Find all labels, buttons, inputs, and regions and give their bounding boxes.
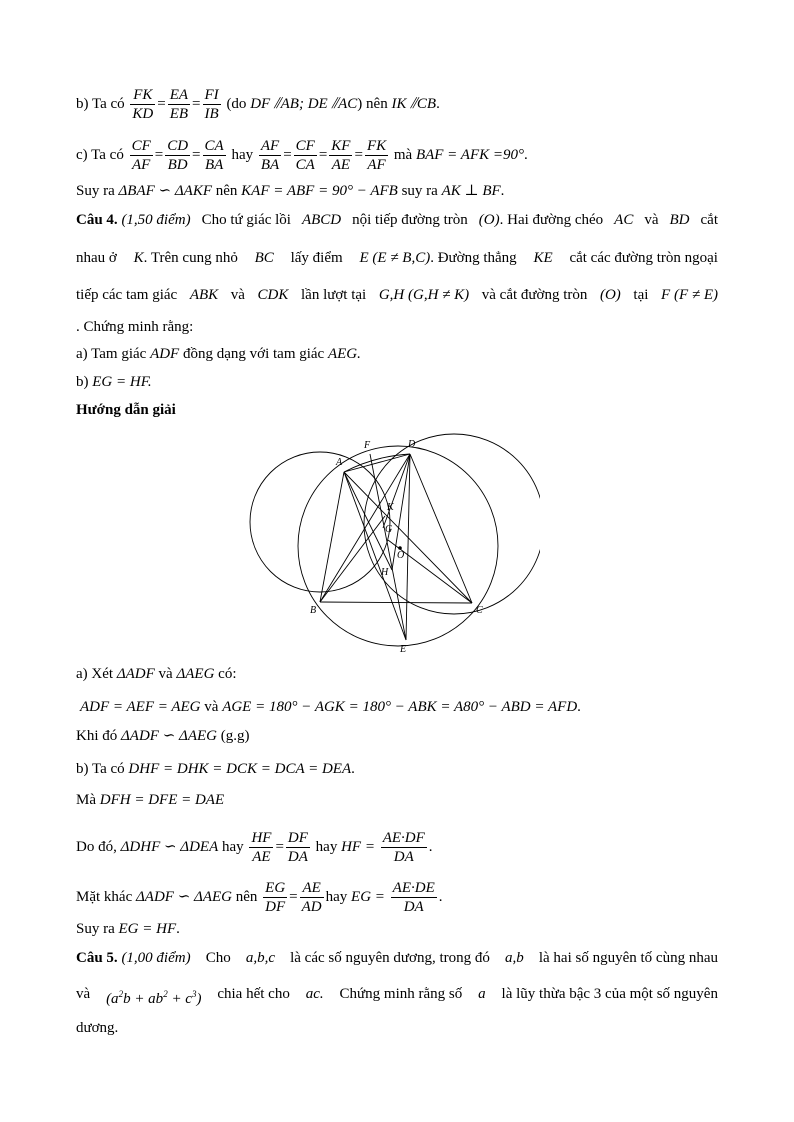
math: ΔAEG [176, 666, 215, 682]
nen-text: nên [215, 183, 238, 199]
ma-text: mà [393, 146, 413, 163]
label-a: A [336, 457, 343, 468]
sol-a-line-3 [76, 726, 250, 746]
text: . Hai đường chéo [499, 212, 604, 228]
text: và [158, 666, 173, 682]
label-k: K [387, 502, 394, 513]
label-h: H [381, 567, 389, 578]
text: và [644, 212, 659, 228]
cau5-line-1 [76, 948, 718, 968]
math: F (F ≠ E) [661, 287, 718, 303]
circle-o [298, 446, 498, 646]
lead-text: c) Ta có [76, 146, 124, 163]
fraction: $\frac{AF}{BA}$ [260, 138, 280, 173]
math: (O) [599, 287, 621, 303]
conclusion-math: IK ⫽CB [391, 95, 437, 112]
cau4-question-b [76, 372, 152, 392]
text: Cho tứ giác lồi [201, 212, 291, 228]
fraction: $\frac{CF}{AF}$ [131, 138, 151, 173]
text: . Trên cung nhỏ [143, 250, 238, 266]
fraction: $\frac{EA}{EB}$ [169, 87, 189, 122]
cau5-line-2 [76, 984, 718, 1009]
math: KE [533, 250, 553, 266]
math: DHF = DHK = DCK = DCA = DEA [128, 761, 352, 777]
math: ADF = AEF = AEG [80, 699, 201, 715]
math: EG = HF. [92, 374, 152, 390]
math: G,H (G,H ≠ K) [378, 287, 470, 303]
math: AGE = 180° − AGK = 180° − ABK = A80° − ABD = AFD [222, 699, 578, 715]
math: EG = HF [118, 921, 177, 937]
sol-a-line-2 [80, 697, 581, 717]
math: a,b [505, 950, 524, 966]
fraction: $\frac{FK}{AF}$ [366, 138, 387, 173]
math: ABCD [301, 212, 342, 228]
text: Suy ra [76, 921, 115, 937]
solution-3c-line: c) Ta có $\frac{CF}{AF}$ = $\frac{CD}{BD}$ = $\frac{CA}{BA}$ hay $\frac{AF}{BA}$ = $\frac{CF}{CA}$ = $\frac{KF}{AE}$ = $\frac{FK}{AF}$ mà BAF = AFK =90°. [76, 138, 528, 173]
math: ABK [189, 287, 219, 303]
math: ΔADF ∽ ΔAEG [121, 728, 217, 744]
fraction: $\frac{FK}{KD}$ [132, 87, 154, 122]
math: AEG. [327, 346, 361, 362]
fraction: $\frac{AE\cdot DF}{DA}$ [382, 830, 425, 865]
sol-b-line-5 [76, 919, 180, 939]
text: b) Ta có [76, 761, 125, 777]
text: hay [325, 888, 348, 905]
cau5-line-3: dương. [76, 1020, 119, 1036]
sol-b-line-2 [76, 790, 224, 810]
text: Chứng minh rằng số [339, 986, 463, 1002]
segment-dc [410, 454, 472, 603]
text: Do đó, [76, 838, 117, 855]
text: đồng dạng với tam giác [182, 346, 325, 362]
question-points: (1,50 điểm) [121, 212, 191, 228]
label-g: G [385, 524, 393, 535]
text: b) [76, 374, 89, 390]
label-f: F [364, 440, 371, 451]
cau4-line-4: . Chứng minh rằng: [76, 319, 194, 335]
text: (g.g) [220, 728, 250, 744]
text: có: [218, 666, 237, 682]
text: Cho [205, 950, 231, 966]
label-b: B [310, 605, 317, 616]
note-end: ) nên [357, 95, 388, 112]
math: ΔDHF ∽ ΔDEA [120, 838, 219, 855]
text: a) Tam giác [76, 346, 147, 362]
math: BC [254, 250, 274, 266]
sol-b-line-1 [76, 759, 355, 779]
text: và [230, 287, 245, 303]
fraction: $\frac{CF}{CA}$ [295, 138, 315, 173]
math: E (E ≠ B,C) [359, 250, 431, 266]
note-text: (do [226, 95, 247, 112]
period: . [176, 921, 180, 937]
segment-bg [320, 516, 385, 602]
math: (O) [478, 212, 500, 228]
text: hay [315, 838, 338, 855]
text: Khi đó [76, 728, 118, 744]
question-label: Câu 5. [76, 950, 118, 966]
question-points: (1,00 điểm) [121, 950, 191, 966]
parallel-condition: DF ⫽AB; DE ⫽AC [250, 95, 358, 112]
fraction: $\frac{AE\cdot DE}{DA}$ [392, 880, 435, 915]
math: ADF [150, 346, 180, 362]
math: a [478, 986, 486, 1002]
perpendicular-math: AK ⊥ BF [441, 183, 501, 199]
cau4-line-3 [76, 285, 718, 305]
sol-b-line-3: Do đó, ΔDHF ∽ ΔDEA hay $\frac{HF}{AE}$ = $\frac{DF}{DA}$ hay HF = $\frac{AE\cdot DF}{DA}$ . [76, 830, 433, 865]
period: . [500, 183, 505, 199]
fraction: $\frac{CA}{BA}$ [204, 138, 224, 173]
text: nên [235, 888, 258, 905]
suy-text: suy ra [401, 183, 438, 199]
text: cắt các đường tròn ngoại [569, 250, 718, 266]
cau4-question-a [76, 344, 361, 364]
text: là các số nguyên dương, trong đó [290, 950, 490, 966]
text: là lũy thừa bậc 3 của một số nguyên [501, 986, 718, 1002]
math: ac. [305, 986, 324, 1002]
fraction: $\frac{FI}{IB}$ [204, 87, 219, 122]
text: lấy điểm [290, 250, 343, 266]
fraction: $\frac{EG}{DF}$ [265, 880, 286, 915]
question-label: Câu 4. [76, 212, 118, 228]
label-e: E [400, 644, 407, 655]
math: AC [614, 212, 634, 228]
text: nhau ở [76, 250, 117, 266]
text: tại [633, 287, 649, 303]
math: a,b,c [245, 950, 275, 966]
similarity-math: ΔBAF ∽ ΔAKF [118, 183, 212, 199]
hay-text: hay [231, 146, 254, 163]
huong-dan-heading: Hướng dẫn giải [76, 402, 176, 418]
text: hay [222, 838, 244, 855]
text: lần lượt tại [301, 287, 367, 303]
lead-text: Suy ra [76, 183, 115, 199]
period: . [428, 838, 433, 855]
text: và cắt đường tròn [481, 287, 588, 303]
period: . [351, 761, 355, 777]
period: . [436, 95, 440, 112]
cau4-line-1 [76, 210, 718, 230]
text: Mà [76, 792, 96, 808]
label-c: C [476, 605, 483, 616]
math: K [133, 250, 144, 266]
angle-math: KAF = ABF = 90° − AFB [241, 183, 398, 199]
text: . Đường thẳng [430, 250, 517, 266]
sol-b-line-4: Mặt khác ΔADF ∽ ΔAEG nên $\frac{EG}{DF}$ = $\frac{AE}{AD}$ hay EG = $\frac{AE\cdot DE}{DA}$ . [76, 880, 443, 915]
segment-de [406, 454, 410, 640]
label-d: D [408, 439, 416, 450]
text: nội tiếp đường tròn [352, 212, 468, 228]
fraction: $\frac{CD}{BD}$ [167, 138, 189, 173]
sol-a-line-1 [76, 664, 237, 684]
math: HF = [341, 838, 375, 855]
geometry-figure [240, 432, 540, 658]
text: cắt [700, 212, 718, 228]
text: chia hết cho [217, 986, 290, 1002]
lead-text: b) Ta có [76, 95, 125, 112]
math: ΔADF [116, 666, 155, 682]
fraction: $\frac{DF}{DA}$ [287, 830, 308, 865]
conclusion-math: BAF = AFK =90° [415, 146, 524, 163]
label-o: O [397, 550, 405, 561]
text: và [204, 699, 219, 715]
expression-math: $(a^2b + ab^2 + c^3)$ [106, 989, 202, 1007]
solution-3-conclusion [76, 181, 504, 201]
solution-3b-line: b) Ta có $\frac{FK}{KD}$ = $\frac{EA}{EB}$ = $\frac{FI}{IB}$ (do DF ⫽AB; DE ⫽AC) nên IK ⫽CB. [76, 87, 440, 122]
segment-bc [320, 602, 472, 603]
fraction: $\frac{HF}{AE}$ [251, 830, 272, 865]
segment-ah [344, 472, 392, 570]
text: Mặt khác [76, 888, 133, 905]
text: là hai số nguyên tố cùng nhau [538, 950, 718, 966]
fraction: $\frac{AE}{AD}$ [301, 880, 322, 915]
text: tiếp các tam giác [76, 287, 178, 303]
math: BD [669, 212, 690, 228]
fraction: $\frac{KF}{AE}$ [331, 138, 351, 173]
cau4-line-2 [76, 248, 718, 268]
period: . [523, 146, 528, 163]
text: a) Xét [76, 666, 114, 682]
math: EG = [351, 888, 385, 905]
text: và [76, 986, 91, 1002]
period: . [577, 699, 581, 715]
math: ΔADF ∽ ΔAEG [135, 888, 232, 905]
period: . [438, 888, 443, 905]
math: CDK [257, 287, 289, 303]
math: DFH = DFE = DAE [99, 792, 225, 808]
